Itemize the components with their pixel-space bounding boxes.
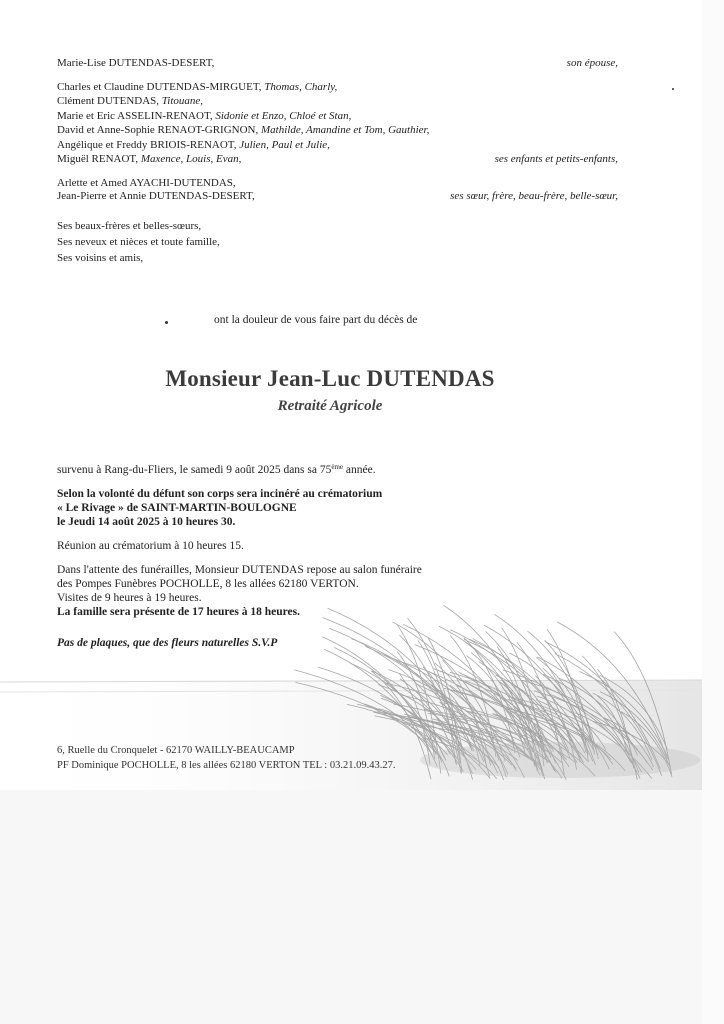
funeral-home-line: Visites de 9 heures à 19 heures. [57,592,202,604]
scan-speck [672,88,674,90]
funeral-home-line: Dans l'attente des funérailles, Monsieur DUTENDAS repose au salon funéraire [57,564,422,576]
others-line: Ses voisins et amis, [57,252,144,264]
others-line: Ses neveux et nièces et toute famille, [57,236,220,248]
spouse-relation: son épouse, [566,57,618,69]
siblings-relation: ses sœur, frère, beau-frère, belle-sœur, [450,190,618,202]
reunion-text: Réunion au crématorium à 10 heures 15. [57,540,244,552]
funeral-home-line: des Pompes Funèbres POCHOLLE, 8 les allées 62180 VERTON. [57,578,359,590]
child-line: Angélique et Freddy BRIOIS-RENAOT, Julien, Paul et Julie, [57,138,330,151]
footer-address: 6, Ruelle du Cronquelet - 62170 WAILLY-BEAUCAMP [57,745,295,756]
ceremony-line: Selon la volonté du défunt son corps sera incinéré au crématorium [57,488,383,500]
child-line: Marie et Eric ASSELIN-RENAOT, Sidonie et Enzo, Chloé et Stan, [57,109,352,122]
scan-background [0,790,702,1024]
child-line: Clément DUTENDAS, Titouane, [57,95,204,108]
ceremony-line: le Jeudi 14 août 2025 à 10 heures 30. [57,516,236,528]
ceremony-line: « Le Rivage » de SAINT-MARTIN-BOULOGNE [57,502,297,514]
page-edge [702,0,724,1024]
flowers-note: Pas de plaques, que des fleurs naturelles S.V.P [57,637,278,649]
deceased-name: Monsieur Jean-Luc DUTENDAS [165,366,495,391]
children-relation: ses enfants et petits-enfants, [494,153,618,165]
others-line: Ses beaux-frères et belles-sœurs, [57,220,202,232]
footer-funeral-director: PF Dominique POCHOLLE, 8 les allées 62180 VERTON TEL : 03.21.09.43.27. [57,760,396,771]
sibling-line: Arlette et Amed AYACHI-DUTENDAS, [57,177,236,189]
child-line: Charles et Claudine DUTENDAS-MIRGUET, Thomas, Charly, [57,81,338,93]
sibling-line: Jean-Pierre et Annie DUTENDAS-DESERT, [57,190,255,202]
family-presence: La famille sera présente de 17 heures à 18 heures. [57,606,300,618]
child-line: Miguël RENAOT, Maxence, Louis, Evan, [57,153,242,165]
death-details: survenu à Rang-du-Fliers, le samedi 9 août 2025 dans sa 75ème année. [57,463,376,476]
scan-speck [165,321,168,324]
announcement-text: ont la douleur de vous faire part du décès de [214,314,418,326]
spouse-name: Marie-Lise DUTENDAS-DESERT, [57,57,215,69]
child-line: David et Anne-Sophie RENAOT-GRIGNON, Mathilde, Amandine et Tom, Gauthier, [57,124,430,137]
deceased-title: Retraité Agricole [277,398,383,414]
